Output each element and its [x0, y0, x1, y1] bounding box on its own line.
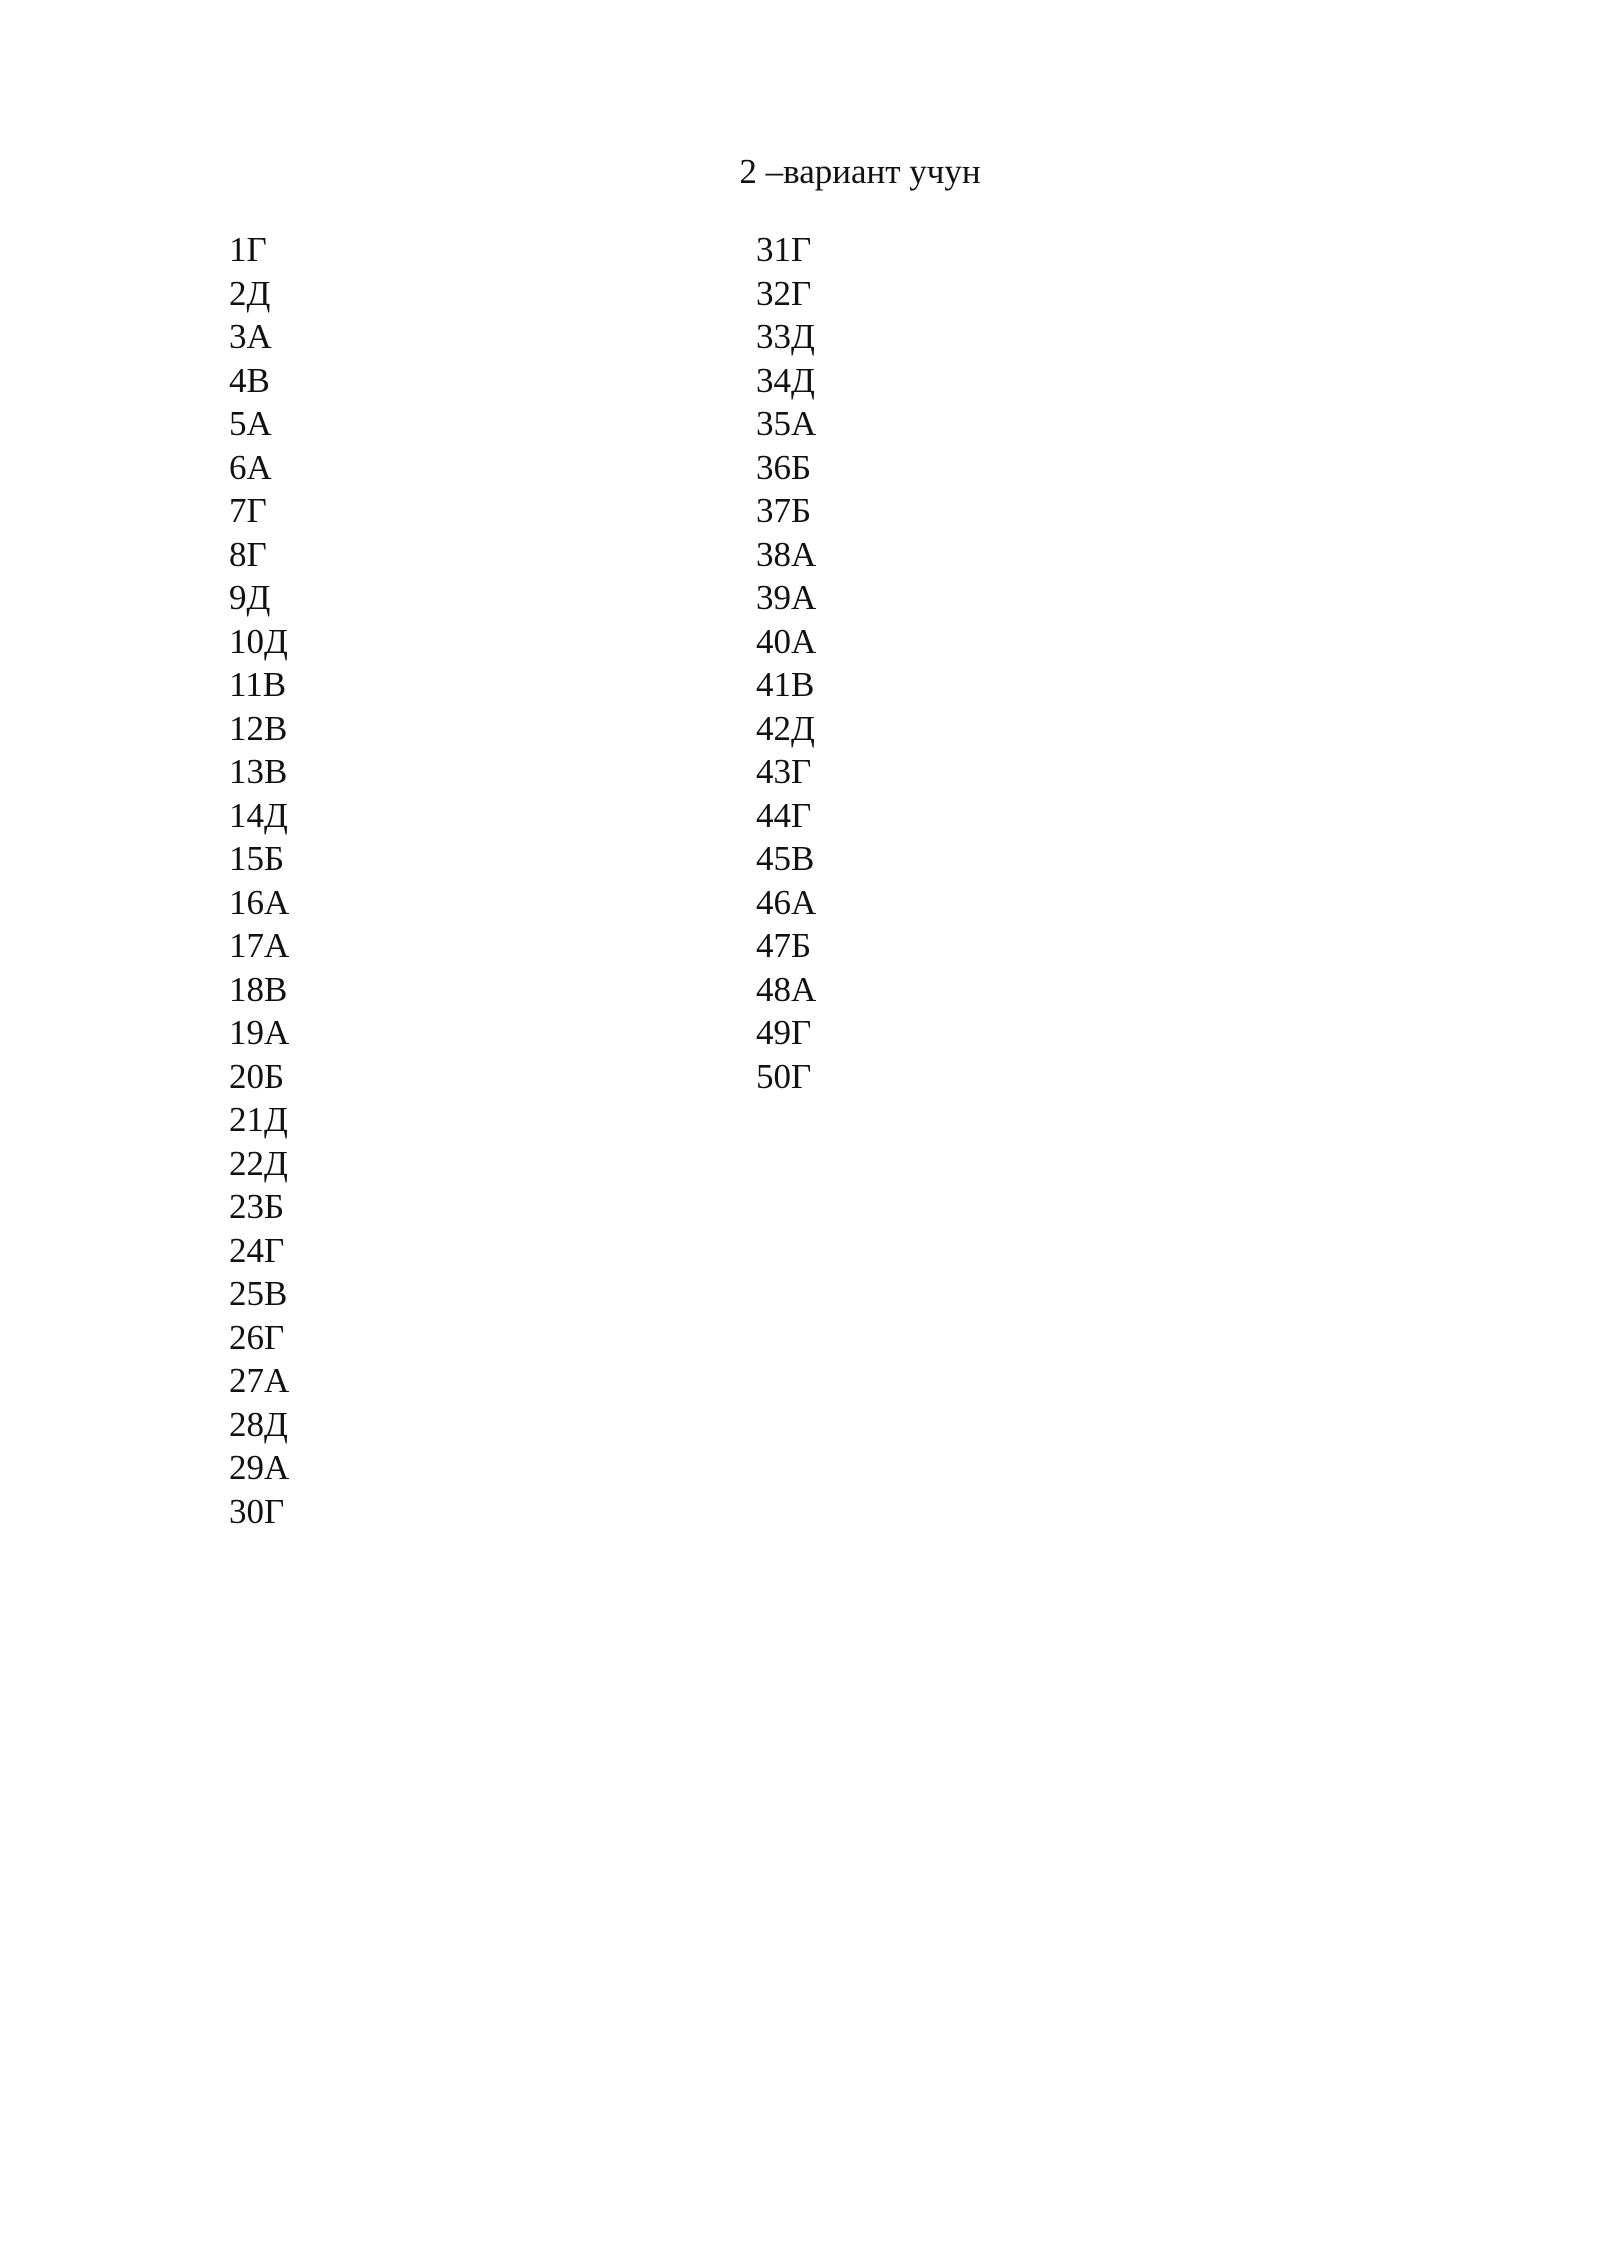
answer-item: 28Д — [229, 1404, 288, 1444]
answer-item: 49Г — [756, 1013, 812, 1052]
answer-item: 45В — [756, 839, 815, 878]
answer-item: 7Г — [229, 491, 267, 530]
answer-item: 22Д — [229, 1143, 288, 1183]
answer-item: 33Д — [756, 317, 815, 356]
answer-item: 8Г — [229, 534, 267, 574]
answer-item: 20Б — [229, 1056, 285, 1096]
answer-item: 50Г — [756, 1056, 812, 1096]
answer-item: 44Г — [756, 795, 812, 835]
page-title: 2 –вариант учун — [739, 152, 981, 191]
answer-item: 13В — [229, 752, 288, 791]
answer-item: 12В — [229, 708, 288, 748]
answer-item: 25В — [229, 1274, 288, 1313]
answer-item: 41В — [756, 665, 815, 704]
answer-item: 30Г — [229, 1491, 285, 1531]
answer-item: 2Д — [229, 273, 271, 313]
answer-item: 16А — [229, 882, 290, 922]
answer-item: 24Г — [229, 1230, 285, 1270]
answer-item: 27А — [229, 1361, 290, 1400]
answer-item: 35А — [756, 404, 817, 443]
answer-item: 37Б — [756, 491, 812, 530]
answer-item: 26Г — [229, 1317, 285, 1357]
answer-item: 10Д — [229, 621, 288, 661]
answer-item: 34Д — [756, 360, 815, 400]
answer-item: 17А — [229, 926, 290, 965]
answer-item: 18В — [229, 969, 288, 1009]
answer-item: 6А — [229, 447, 272, 487]
answer-item: 47Б — [756, 926, 812, 965]
answer-item: 43Г — [756, 752, 812, 791]
answer-item: 46А — [756, 882, 817, 922]
answer-column-right — [756, 228, 816, 1098]
answer-item: 32Г — [756, 273, 812, 313]
answer-item: 31Г — [756, 230, 812, 269]
answer-item: 19А — [229, 1013, 290, 1052]
answer-item: 36Б — [756, 447, 812, 487]
answer-item: 14Д — [229, 795, 288, 835]
answer-item: 40А — [756, 621, 817, 661]
answer-item: 29А — [229, 1448, 290, 1487]
answer-item: 15Б — [229, 839, 285, 878]
answer-item: 39А — [756, 578, 817, 617]
answer-item: 23Б — [229, 1187, 285, 1226]
answer-item: 5А — [229, 404, 272, 443]
answer-item: 9Д — [229, 578, 271, 617]
answer-column-left — [229, 228, 289, 1533]
answer-item: 21Д — [229, 1100, 288, 1139]
answer-item: 4В — [229, 360, 270, 400]
answer-item: 3А — [229, 317, 272, 356]
answer-item: 48А — [756, 969, 817, 1009]
answer-item: 38А — [756, 534, 817, 574]
answer-item: 1Г — [229, 230, 267, 269]
answer-item: 11В — [229, 665, 287, 704]
answer-item: 42Д — [756, 708, 815, 748]
